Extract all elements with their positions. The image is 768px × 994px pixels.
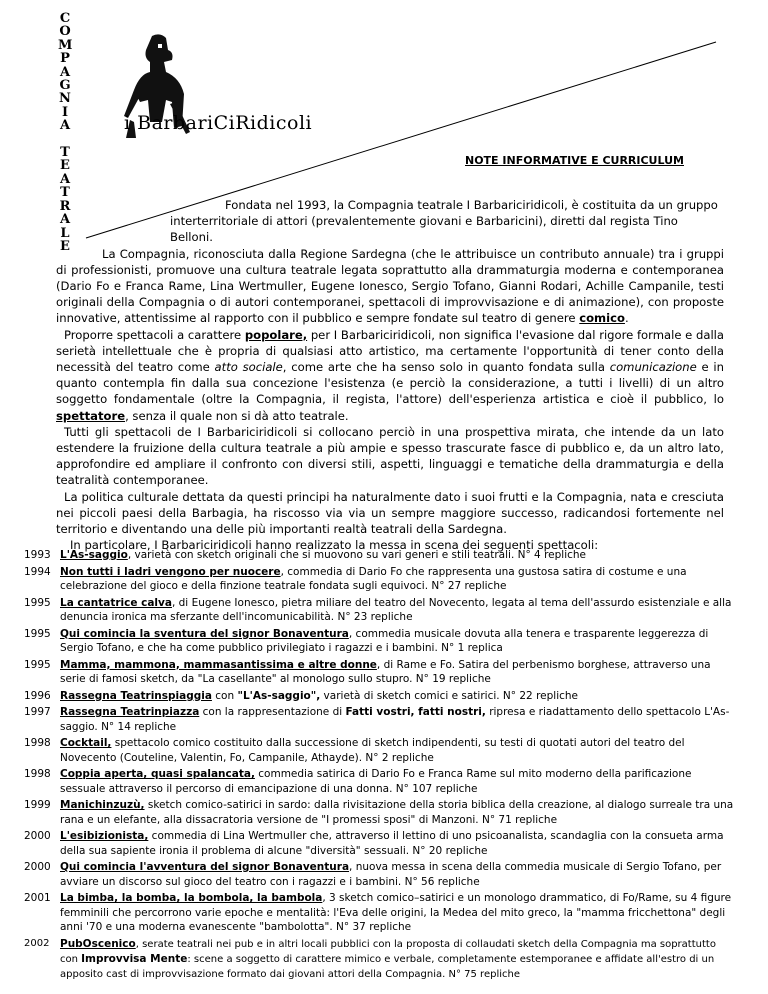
intro-paragraph-4: Tutti gli spettacoli de I Barbariciridicoli si collocano perciò in una prospettiva mirata, che intende da un lato estendere la fruizione della cultura teatrale a più ampie e spesso trascurate fasce di pubblico e, da un altro lato, approfondire ed ampliare il confronto con diversi stili, aspetti, linguaggi e tematiche della drammaturgia e della teatralità contemporanee.	[56, 424, 724, 488]
show-item	[24, 627, 734, 656]
vertical-letter: E	[60, 238, 70, 254]
show-year: 1996	[24, 689, 51, 702]
vertical-letter: I	[61, 104, 69, 120]
show-title: Qui comincia la sventura del signor Bonaventura	[60, 627, 349, 640]
show-item	[24, 736, 734, 765]
show-text: : scene a soggetto di carattere mimico e verbale, completamente estemporanee e affidate all'estro di un apposito cast di improvvisazione formato dai giovani attori della Compagnia. N° 75 repliche	[60, 954, 715, 980]
show-year: 1993	[24, 549, 51, 561]
show-description	[60, 736, 734, 765]
show-item	[24, 767, 734, 796]
show-year: 2002	[24, 937, 50, 949]
vertical-letter: N	[59, 91, 71, 107]
vertical-letter: R	[59, 198, 71, 214]
show-year: 1997	[24, 706, 51, 718]
vertical-letter: A	[59, 64, 71, 80]
show-title: L'As-saggio	[60, 549, 128, 561]
show-title-secondary: "L'As-saggio",	[237, 689, 321, 702]
show-title: Rassegna Teatrinspiaggia	[60, 689, 212, 702]
show-item	[24, 891, 734, 935]
show-year: 1995	[24, 658, 51, 671]
show-year: 2000	[24, 830, 51, 842]
document-title: NOTE INFORMATIVE E CURRICULUM	[465, 154, 684, 167]
show-description	[60, 829, 734, 858]
show-text: , serate teatrali nei pub e in altri locali pubblici con la proposta di collaudati sketch della Compagnia ma soprattutto con	[60, 938, 716, 965]
show-description	[60, 689, 734, 704]
show-year: 2001	[24, 892, 51, 904]
show-description	[60, 767, 734, 796]
show-item	[24, 689, 734, 704]
show-title: La bimba, la bomba, la bombola, la bambola	[60, 892, 323, 904]
vertical-letter: M	[58, 37, 73, 53]
show-year: 1995	[24, 627, 51, 640]
show-description	[60, 565, 734, 594]
shows-list	[24, 548, 734, 984]
show-text: ripresa e riadattamento dello spettacolo L'As-saggio. N° 14 repliche	[60, 706, 730, 733]
vertical-letter: A	[59, 171, 71, 187]
show-title: PubOscenico	[60, 937, 136, 950]
vertical-letter: P	[60, 51, 70, 67]
show-item	[24, 565, 734, 594]
show-item	[24, 596, 734, 625]
show-text: , commedia di Dario Fo che rappresenta una gustosa satira di costume e una celebrazione del gioco e della finzione teatrale fondata sugli equivoci. N° 27 repliche	[60, 565, 687, 592]
show-title: La cantatrice calva	[60, 596, 172, 609]
show-description	[60, 705, 734, 734]
show-text: , commedia musicale dovuta alla tenera e trasparente leggerezza di Sergio Tofano, e che ha come pubblico privilegiato i ragazzi e i bambini. N° 1 replica	[60, 627, 709, 654]
show-item	[24, 829, 734, 858]
intro-section	[56, 197, 724, 553]
vertical-letter: L	[60, 225, 70, 241]
show-text: , di Rame e Fo. Satira del perbenismo borghese, attraverso una serie di famosi sketch, da "La casellante" al monologo sullo stupro. N° 19 repliche	[60, 658, 711, 685]
vertical-letter: A	[59, 212, 71, 228]
vertical-letter	[58, 133, 72, 146]
vertical-letter: O	[59, 24, 71, 40]
show-item	[24, 548, 734, 563]
show-year: 1995	[24, 596, 51, 609]
show-text: spettacolo comico costituito dalla successione di sketch indipendenti, su testi di quotati autori del teatro del Novecento (Couteline, Valentin, Fo, Campanile, Athayde). N° 2 repliche	[60, 737, 685, 764]
intro-paragraph-2: La Compagnia, riconosciuta dalla Regione Sardegna (che le attribuisce un contributo annuale) tra i gruppi di professionisti, promuove una cultura teatrale legata soprattutto alla drammaturgia moderna e contemporanea (Dario Fo e Franca Rame, Lina Wertmuller, Eugene Ionesco, Sergio Tofano, Gianni Rodari, Achille Campanile, testi originali della Compagnia o di autori contemporanei, spettacoli di improvvisazione e di animazione), con proposte innovative, attentissime al rapporto con il pubblico e sempre fondate sul teatro di genere comico.	[56, 246, 724, 326]
show-description	[60, 627, 734, 656]
show-text: , 3 sketch comico–satirici e un monologo drammatico, di Fo/Rame, su 4 figure femminili che percorrono varie epoche e mentalità: l'Eva delle origini, la Medea del mito greco, la "mamma fricchettona" degli anni '70 e una moderna evanescente "bambolotta". N° 37 repliche	[60, 892, 732, 933]
show-text: con la rappresentazione di	[199, 706, 346, 718]
show-title-secondary: Fatti vostri, fatti nostri,	[345, 706, 486, 718]
intro-paragraph-6: In particolare, I Barbariciridicoli hanno realizzato la messa in scena dei seguenti spettacoli:	[70, 538, 599, 553]
show-text: , nuova messa in scena della commedia musicale di Sergio Tofano, per avviare un discorso sul gioco del teatro con i ragazzi e i bambini. N° 56 repliche	[60, 861, 722, 888]
show-text: , varietà con sketch originali che si muovono su vari generi e stili teatrali. N° 4 repliche	[127, 549, 587, 561]
show-title: Cocktail,	[60, 737, 112, 749]
show-description	[60, 548, 734, 563]
show-text: varietà di sketch comici e satirici. N° 22 repliche	[320, 689, 579, 702]
show-title: Qui comincia l'avventura del signor Bonaventura	[60, 861, 350, 873]
intro-paragraph-5: La politica culturale dettata da questi principi ha naturalmente dato i suoi frutti e la Compagnia, nata e cresciuta nei piccoli paesi della Barbagia, ha riscosso via via un sempre maggiore successo, radicandosi fortemente nel territorio e diventando una delle più importanti realtà teatrali della Sardegna.	[56, 489, 724, 537]
show-title: Rassegna Teatrinpiazza	[60, 706, 200, 718]
vertical-letter: T	[60, 145, 70, 161]
show-year: 1994	[24, 565, 51, 578]
show-title: Mamma, mammona, mammasantissima e altre donne	[60, 658, 377, 671]
show-item	[24, 860, 734, 889]
show-text: sketch comico-satirici in sardo: dalla rivisitazione della storia biblica della creazione, al dialogo surreale tra una rana e un elefante, alla dissacratoria versione de "I promessi sposi" di Manzoni. N° 71 repliche	[60, 799, 734, 826]
show-item	[24, 798, 734, 827]
show-description	[60, 891, 734, 935]
show-description	[60, 658, 734, 687]
vertical-letter: A	[59, 118, 71, 134]
logo-text: i BarbariCiRidicoli	[124, 112, 313, 134]
show-item	[24, 705, 734, 734]
show-title: Non tutti i ladri vengono per nuocere	[60, 565, 281, 578]
show-item	[24, 658, 734, 687]
vertical-letter: E	[60, 158, 70, 174]
show-item	[24, 937, 734, 983]
show-description	[60, 596, 734, 625]
show-text: , di Eugene Ionesco, pietra miliare del teatro del Novecento, legata al tema dell'assurdo esistenziale e alla denuncia ironica ma sferzante dell'incomunicabilità. N° 23 repliche	[60, 596, 732, 623]
intro-line-2: interterritoriale di attori (prevalentemente giovani e Barbaricini), diretti dal regista Tino Belloni.	[170, 214, 678, 245]
show-text: commedia di Lina Wertmuller che, attraverso il lettino di uno psicoanalista, scandaglia con la consueta arma della sua sapiente ironia il problema di alcune "diversità" sessuali. N° 20 repliche	[60, 830, 724, 857]
intro-paragraph-3: Proporre spettacoli a carattere popolare, per I Barbariciridicoli, non significa l'evasione dal rigore formale e dalla serietà intellettuale che è propria di qualsiasi atto artistico, ma certamente l'opportunità di tener conto della necessità del teatro come atto sociale, come arte che ha senso solo in quanto fondata sulla comunicazione e in quanto contempla fin dalla sua concezione l'esistenza (e perciò la considerazione, a tutti i livelli) di un altro soggetto fondamentale (oltre la Compagnia, il regista, l'attore) dell'esperienza artistica e cioè il pubblico, lo spettatore, senza il quale non si dà atto teatrale.	[56, 327, 724, 423]
show-title-secondary: Improvvisa Mente	[81, 953, 188, 965]
vertical-letter: T	[60, 185, 70, 201]
vertical-letter: G	[59, 78, 71, 94]
show-description	[60, 798, 734, 827]
show-text: commedia satirica di Dario Fo e Franca Rame sul mito moderno della parificazione sessuale attraverso il percorso di emancipazione di una donna. N° 107 repliche	[60, 768, 692, 795]
vertical-letter: C	[59, 11, 71, 26]
show-text: con	[211, 689, 238, 702]
show-year: 1999	[24, 799, 51, 811]
show-description	[60, 860, 734, 889]
show-year: 2000	[24, 861, 51, 873]
show-title: Coppia aperta, quasi spalancata,	[60, 768, 255, 780]
show-title: Manichinzuzù,	[60, 799, 145, 811]
show-year: 1998	[24, 768, 51, 780]
intro-line-1: Fondata nel 1993, la Compagnia teatrale I Barbariciridicoli, è costituita da un gruppo	[225, 198, 718, 212]
show-title: L'esibizionista,	[60, 830, 149, 842]
show-year: 1998	[24, 737, 51, 749]
show-description	[60, 937, 734, 983]
